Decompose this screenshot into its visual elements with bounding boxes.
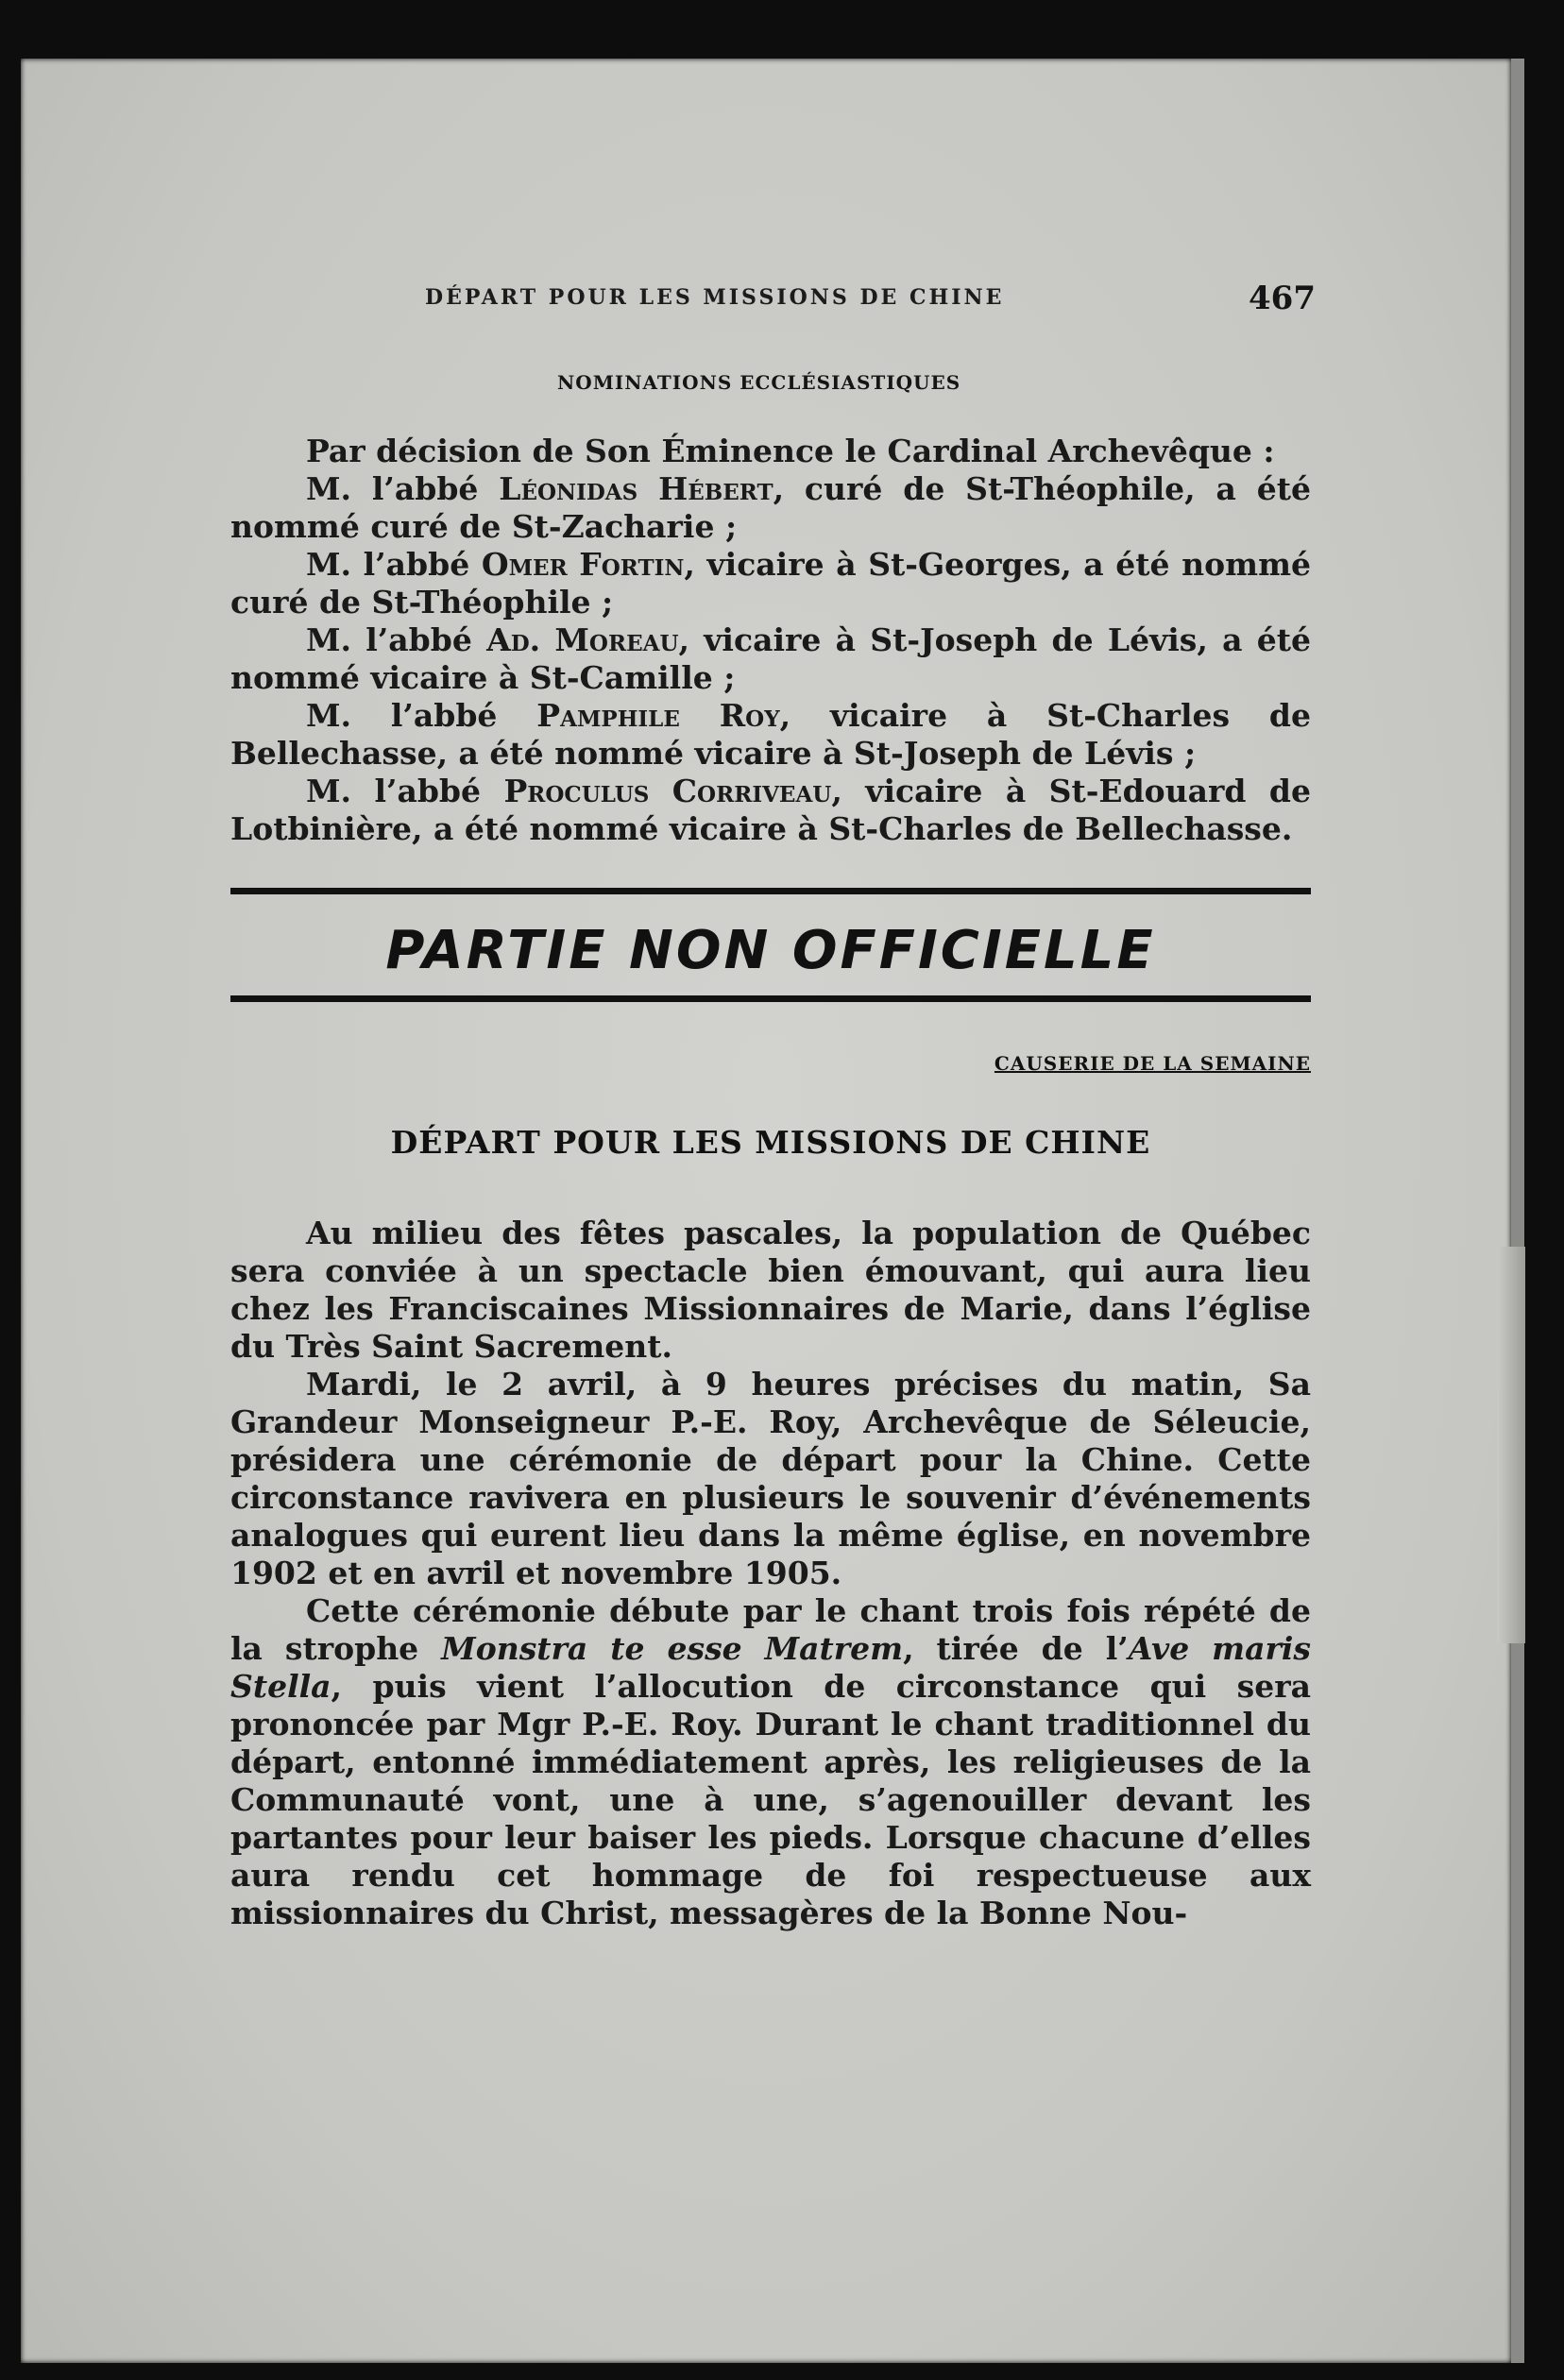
nomination-text: , vicaire à St-Georges, a été nommé curé de St-Théophile ; bbox=[230, 546, 1311, 620]
nomination-prefix: M. l’abbé bbox=[306, 621, 472, 658]
nomination-prefix: M. l’abbé bbox=[306, 773, 482, 809]
nomination-name: Pamphile Roy bbox=[536, 697, 780, 734]
nomination-name: Omer Fortin bbox=[481, 546, 685, 583]
page-sheet bbox=[21, 59, 1511, 2363]
nominations-intro: Par décision de Son Éminence le Cardinal Archevêque : bbox=[306, 433, 1275, 469]
nomination-text: , curé de St-Théophile, a été nommé curé de St-Zacharie ; bbox=[230, 470, 1311, 545]
nominations-list bbox=[230, 433, 1311, 848]
paragraph-text: , tirée de l’ bbox=[903, 1630, 1129, 1667]
hymn-title: Ave maris Stella bbox=[230, 1630, 1311, 1705]
section-label-nominations: NOMINATIONS ECCLÉSIASTIQUES bbox=[557, 371, 961, 394]
article-paragraph-2: Mardi, le 2 avril, à 9 heures précises du matin, Sa Grandeur Monseigneur P.-E. Roy, Archevêque de Séleucie, présidera une cérémonie de départ pour la Chine. Cette circonstance ravivera en plusieurs le souvenir d’événements analogues qui eurent lieu dans la même église, en novembre 1902 et en avril et novembre 1905. bbox=[230, 1366, 1311, 1591]
partie-heading: PARTIE NON OFFICIELLE bbox=[385, 920, 1156, 981]
nomination-item bbox=[230, 773, 1311, 848]
film-edge bbox=[1511, 59, 1524, 2363]
nomination-prefix: M. l’abbé bbox=[306, 697, 498, 734]
nomination-text: , vicaire à St-Edouard de Lotbinière, a été nommé vicaire à St-Charles de Bellechasse. bbox=[230, 773, 1311, 847]
nomination-item bbox=[230, 697, 1311, 773]
nomination-item bbox=[230, 621, 1311, 697]
nomination-text: , vicaire à St-Joseph de Lévis, a été nommé vicaire à St-Camille ; bbox=[230, 621, 1311, 696]
nomination-prefix: M. l’abbé bbox=[306, 546, 470, 583]
paragraph-text: , puis vient l’allocution de circonstance qui sera prononcée par Mgr P.-E. Roy. Durant le chant traditionnel du départ, entonné immédiatement après, les religieuses de la Communauté vont, une à une, s’agenouiller devant les partantes pour leur baiser les pieds. Lorsque chacune d’elles aura rendu cet hommage de foi respectueuse aux missionnaires du Christ, messagères de la Bonne Nou- bbox=[230, 1668, 1311, 1931]
page-edge-wear bbox=[1497, 1247, 1525, 1643]
divider-rule-top bbox=[230, 888, 1311, 894]
nomination-text: , vicaire à St-Charles de Bellechasse, a été nommé vicaire à St-Joseph de Lévis ; bbox=[230, 697, 1311, 772]
latin-phrase: Monstra te esse Matrem bbox=[441, 1630, 904, 1667]
article-kicker: CAUSERIE DE LA SEMAINE bbox=[994, 1052, 1311, 1075]
nomination-prefix: M. l’abbé bbox=[306, 470, 479, 507]
page-number: 467 bbox=[1249, 280, 1316, 317]
paragraph-text: Cette cérémonie débute par le chant trois fois répété de la strophe bbox=[230, 1592, 1311, 1667]
article-paragraph-1: Au milieu des fêtes pascales, la population de Québec sera conviée à un spectacle bien émouvant, qui aura lieu chez les Franciscaines Missionnaires de Marie, dans l’église du Très Saint Sacrement. bbox=[230, 1215, 1311, 1365]
nomination-item bbox=[230, 470, 1311, 546]
nomination-name: Ad. Moreau bbox=[486, 621, 679, 658]
article-title: DÉPART POUR LES MISSIONS DE CHINE bbox=[390, 1124, 1151, 1161]
nomination-name: Proculus Corriveau bbox=[503, 773, 832, 809]
article-body bbox=[230, 1215, 1311, 1932]
running-head: DÉPART POUR LES MISSIONS DE CHINE bbox=[425, 285, 1005, 310]
nomination-item bbox=[230, 546, 1311, 621]
divider-rule-bottom bbox=[230, 995, 1311, 1002]
article-paragraph-3 bbox=[230, 1592, 1311, 1932]
nomination-name: Léonidas Hébert bbox=[499, 470, 774, 507]
